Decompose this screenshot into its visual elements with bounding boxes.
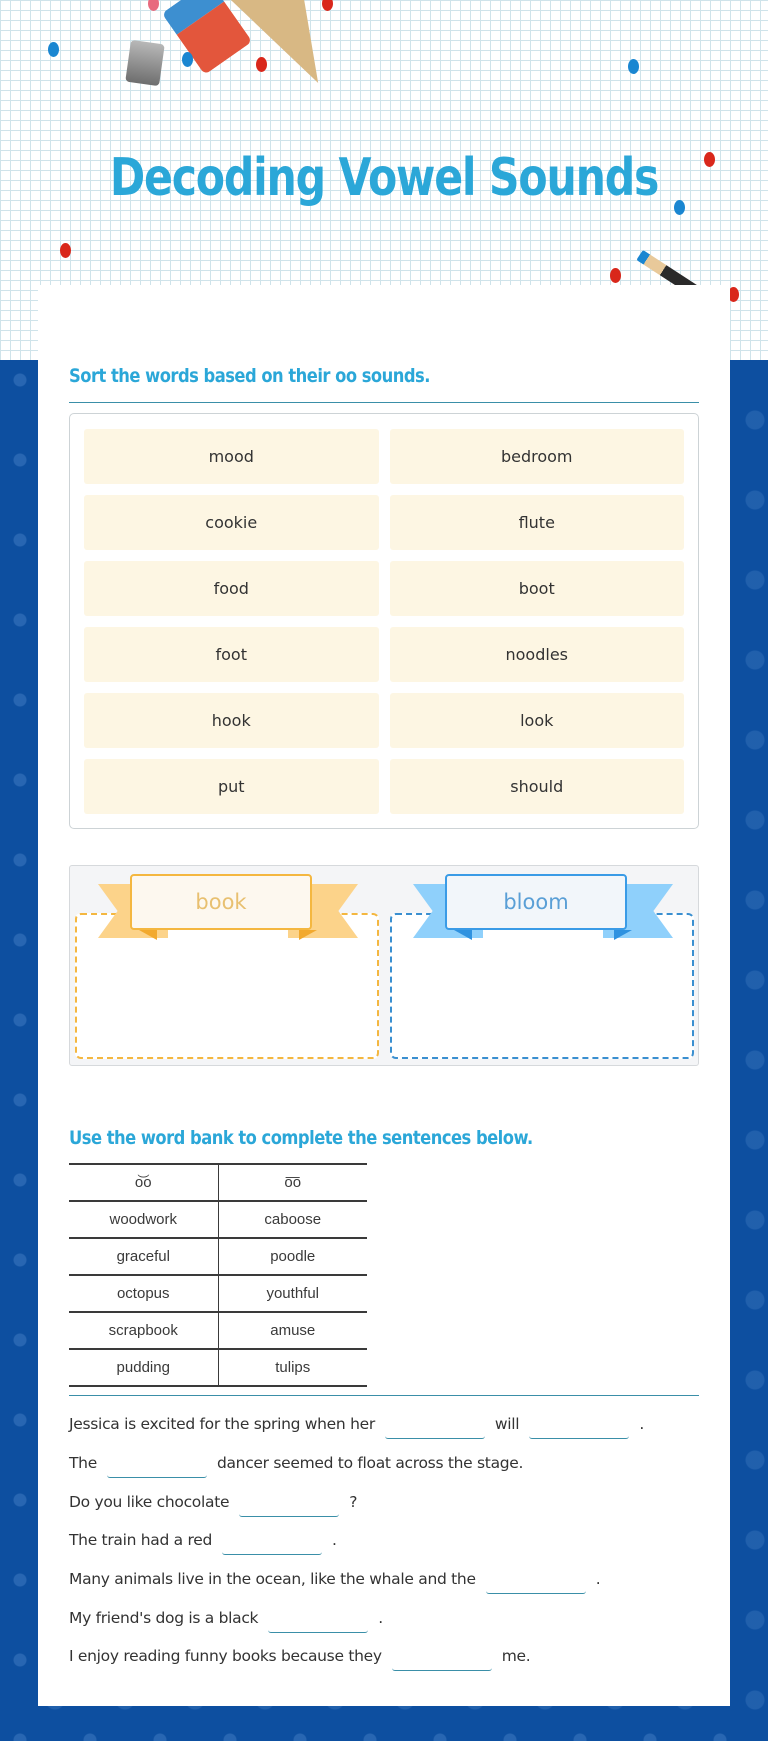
- sentence-text: Jessica is excited for the spring when her: [69, 1415, 375, 1434]
- category-banner-book: [98, 874, 358, 944]
- draggable-word[interactable]: should: [390, 759, 685, 814]
- answer-blank[interactable]: [392, 1649, 492, 1671]
- table-row: [69, 1201, 367, 1238]
- draggable-word[interactable]: hook: [84, 693, 379, 748]
- sentence: [69, 1444, 709, 1483]
- decorative-dot: [60, 243, 71, 258]
- sentence-text: me.: [501, 1647, 531, 1666]
- category-banner-bloom: [413, 874, 673, 944]
- section-heading-sort: Sort the words based on their oo sounds.: [69, 365, 430, 387]
- draggable-word[interactable]: noodles: [390, 627, 685, 682]
- sentence-text: I enjoy reading funny books because they: [69, 1647, 382, 1666]
- page-title: Decoding Vowel Sounds: [109, 148, 659, 208]
- draggable-word[interactable]: mood: [84, 429, 379, 484]
- sentence-list: [69, 1405, 709, 1676]
- sentence-text: .: [595, 1570, 601, 1589]
- sentence: [69, 1637, 709, 1676]
- column-header-short-oo: o͝o: [69, 1164, 218, 1201]
- table-header-row: [69, 1164, 367, 1201]
- table-cell: caboose: [218, 1201, 367, 1238]
- table-cell: poodle: [218, 1238, 367, 1275]
- section-divider: [69, 402, 699, 403]
- sentence-text: The train had a red: [69, 1531, 212, 1550]
- table-cell: octopus: [69, 1275, 218, 1312]
- table-cell: amuse: [218, 1312, 367, 1349]
- word-grid: [69, 413, 699, 829]
- category-label: book: [130, 874, 312, 930]
- sentence-text: .: [639, 1415, 644, 1434]
- draggable-word[interactable]: look: [390, 693, 685, 748]
- section-heading-word-bank: Use the word bank to complete the sentences below.: [69, 1127, 533, 1149]
- decorative-dot: [182, 52, 193, 67]
- draggable-word[interactable]: flute: [390, 495, 685, 550]
- pencil-sharpener-icon: [125, 40, 165, 86]
- table-cell: woodwork: [69, 1201, 218, 1238]
- worksheet-card: [38, 285, 730, 1706]
- decorative-dot: [704, 152, 715, 167]
- table-cell: scrapbook: [69, 1312, 218, 1349]
- answer-blank[interactable]: [239, 1495, 339, 1517]
- sentence: [69, 1405, 709, 1444]
- answer-blank[interactable]: [107, 1456, 207, 1478]
- decorative-dot: [48, 42, 59, 57]
- sentence: [69, 1521, 709, 1560]
- draggable-word[interactable]: food: [84, 561, 379, 616]
- answer-blank[interactable]: [385, 1417, 485, 1439]
- decorative-dot: [610, 268, 621, 283]
- sentence: [69, 1598, 709, 1637]
- table-cell: graceful: [69, 1238, 218, 1275]
- word-bank-table: [69, 1163, 367, 1387]
- table-cell: youthful: [218, 1275, 367, 1312]
- sentence-text: My friend's dog is a black: [69, 1608, 259, 1627]
- sentence-text: Do you like chocolate: [69, 1492, 230, 1511]
- draggable-word[interactable]: boot: [390, 561, 685, 616]
- sentence-text: ?: [349, 1492, 358, 1511]
- sentence-text: Many animals live in the ocean, like the whale and the: [69, 1570, 476, 1589]
- draggable-word[interactable]: foot: [84, 627, 379, 682]
- draggable-word[interactable]: cookie: [84, 495, 379, 550]
- decorative-dot: [628, 59, 639, 74]
- table-row: [69, 1275, 367, 1312]
- section-divider: [69, 1395, 699, 1396]
- table-row: [69, 1238, 367, 1275]
- draggable-word[interactable]: bedroom: [390, 429, 685, 484]
- sentence-text: dancer seemed to float across the stage.: [216, 1454, 524, 1473]
- sentence-text: .: [331, 1531, 337, 1550]
- sentence-text: The: [69, 1454, 97, 1473]
- table-cell: tulips: [218, 1349, 367, 1386]
- sentence: [69, 1482, 709, 1521]
- sentence: [69, 1560, 709, 1599]
- column-header-long-oo: o͞o: [218, 1164, 367, 1201]
- table-cell: pudding: [69, 1349, 218, 1386]
- answer-blank[interactable]: [222, 1533, 322, 1555]
- sort-area: [69, 865, 699, 1066]
- category-label: bloom: [445, 874, 627, 930]
- answer-blank[interactable]: [268, 1611, 368, 1633]
- sentence-text: .: [378, 1608, 383, 1627]
- answer-blank[interactable]: [529, 1417, 629, 1439]
- table-row: [69, 1349, 367, 1386]
- draggable-word[interactable]: put: [84, 759, 379, 814]
- sentence-text: will: [494, 1415, 520, 1434]
- table-row: [69, 1312, 367, 1349]
- answer-blank[interactable]: [486, 1572, 586, 1594]
- decorative-dot: [256, 57, 267, 72]
